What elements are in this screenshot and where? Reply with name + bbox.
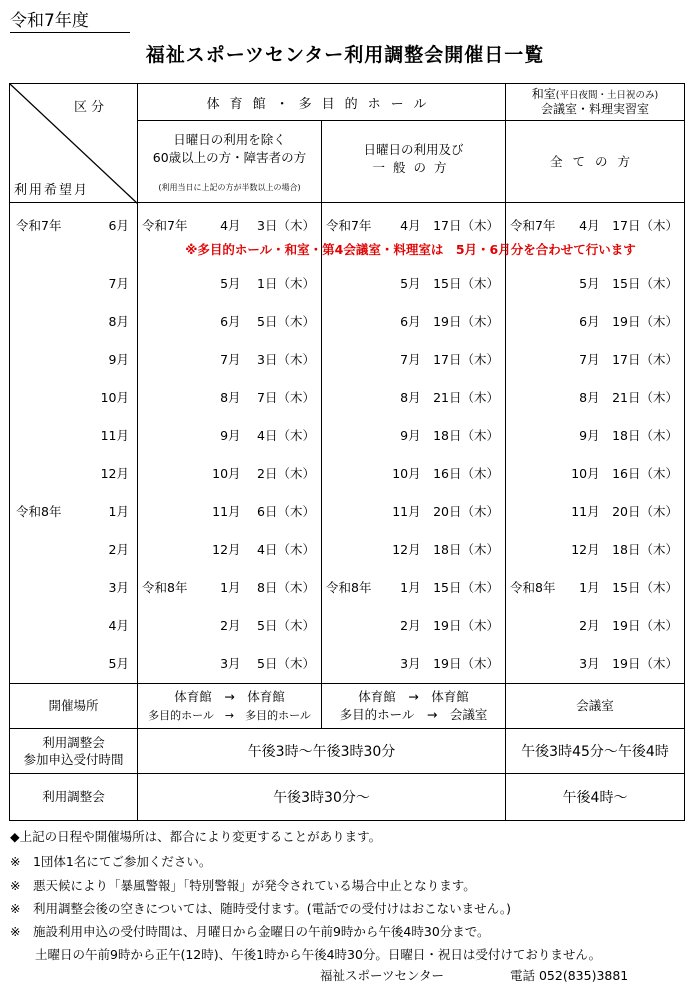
category-label: 区分 <box>74 100 109 115</box>
date-value: 7月 3日（木） <box>220 352 315 367</box>
row-year: 令和7年 <box>16 218 62 233</box>
date-cell <box>326 502 499 520</box>
date-cell <box>326 216 499 234</box>
date-value: 6月 5日（木） <box>220 314 315 329</box>
month-row <box>16 216 129 234</box>
date-cell <box>510 654 678 672</box>
date-cell <box>142 312 315 330</box>
date-value: 5月 15日（木） <box>400 276 499 291</box>
date-year: 令和7年 <box>510 218 556 233</box>
footer-note: ◆上記の日程や開催場所は、都合により変更することがあります。 <box>10 829 382 844</box>
date-value: 9月 18日（木） <box>579 428 678 443</box>
general-header: 日曜日の利用及び 一般の方 <box>322 121 506 203</box>
date-cell <box>326 350 499 368</box>
date-value: 11月 6日（木） <box>212 504 315 519</box>
date-value: 3月 19日（木） <box>400 656 499 671</box>
month-row <box>16 654 129 672</box>
gym-hall-header: 体育館・多目的ホール <box>138 84 506 121</box>
date-cell <box>142 388 315 406</box>
date-year: 令和7年 <box>142 218 188 233</box>
date-cell <box>510 312 678 330</box>
date-year: 令和7年 <box>326 218 372 233</box>
desired-month-label: 利用希望月 <box>14 183 90 198</box>
date-value: 3月 19日（木） <box>579 656 678 671</box>
footer-note: 土曜日の午前9時から正午(12時)、午後1時から午後4時30分。日曜日・祝日は受付けておりません。 <box>10 947 602 962</box>
month-row <box>16 540 129 558</box>
phone-number: 電話 052(835)3881 <box>510 968 629 983</box>
date-cell <box>142 654 315 672</box>
row-month: 7月 <box>108 276 129 291</box>
reception-time-label: 利用調整会 参加申込受付時間 <box>10 729 138 774</box>
month-row <box>16 616 129 634</box>
date-year: 令和8年 <box>142 580 188 595</box>
date-value: 5月 15日（木） <box>579 276 678 291</box>
row-month: 1月 <box>108 504 129 519</box>
date-cell <box>142 502 315 520</box>
date-cell <box>510 350 678 368</box>
date-cell <box>510 616 678 634</box>
date-value: 9月 18日（木） <box>400 428 499 443</box>
row-year: 令和8年 <box>16 504 62 519</box>
meeting-time-label: 利用調整会 <box>10 774 138 821</box>
everyone-dates-column <box>506 203 685 684</box>
date-value: 8月 7日（木） <box>220 390 315 405</box>
date-value: 6月 19日（木） <box>400 314 499 329</box>
date-cell <box>510 274 678 292</box>
date-cell <box>510 464 678 482</box>
month-row <box>16 312 129 330</box>
row-month: 11月 <box>100 428 129 443</box>
date-value: 3月 5日（木） <box>220 656 315 671</box>
seniors-dates-column <box>138 203 322 684</box>
month-row <box>16 502 129 520</box>
date-value: 5月 1日（木） <box>220 276 315 291</box>
date-cell <box>510 502 678 520</box>
date-value: 8月 21日（木） <box>579 390 678 405</box>
date-cell <box>142 616 315 634</box>
date-value: 12月 4日（木） <box>212 542 315 557</box>
date-cell <box>510 216 678 234</box>
venue-everyone: 会議室 <box>506 684 685 729</box>
month-row <box>16 426 129 444</box>
venue-label: 開催場所 <box>10 684 138 729</box>
date-value: 4月 17日（木） <box>400 218 499 233</box>
row-month: 6月 <box>108 218 129 233</box>
red-notice: ※多目的ホール・和室・第4会議室・料理室は 5月・6月分を合わせて行います <box>185 241 636 257</box>
date-value: 2月 19日（木） <box>400 618 499 633</box>
footer-note: ※ 利用調整会後の空きについては、随時受付ます。(電話での受付けはおこないません。) <box>10 901 511 916</box>
date-year: 令和8年 <box>510 580 556 595</box>
month-row <box>16 464 129 482</box>
date-value: 10月 16日（木） <box>392 466 499 481</box>
date-value: 1月 15日（木） <box>579 580 678 595</box>
fiscal-year-label: 令和7年度 <box>10 6 130 33</box>
date-cell <box>326 578 499 596</box>
row-month: 12月 <box>100 466 129 481</box>
rooms-header: 和室(平日夜間・土日祝のみ) 会議室・料理実習室 <box>506 84 685 121</box>
date-cell <box>326 616 499 634</box>
general-dates-column <box>322 203 506 684</box>
row-month: 9月 <box>108 352 129 367</box>
date-cell <box>142 216 315 234</box>
date-value: 6月 19日（木） <box>579 314 678 329</box>
seniors-disabled-header: 日曜日の利用を除く 60歳以上の方・障害者の方 (利用当日に上記の方が半数以上の場合) <box>138 121 322 203</box>
reception-time-gym: 午後3時～午後3時30分 <box>138 729 506 774</box>
date-cell <box>326 426 499 444</box>
date-cell <box>326 274 499 292</box>
date-value: 7月 17日（木） <box>400 352 499 367</box>
date-value: 1月 15日（木） <box>400 580 499 595</box>
date-cell <box>142 350 315 368</box>
date-cell <box>326 312 499 330</box>
row-month: 3月 <box>108 580 129 595</box>
date-value: 4月 3日（木） <box>220 218 315 233</box>
date-cell <box>326 540 499 558</box>
venue-seniors: 体育館 → 体育館 多目的ホール → 多目的ホール <box>138 684 322 729</box>
month-column <box>10 203 138 684</box>
row-month: 5月 <box>108 656 129 671</box>
date-cell <box>142 426 315 444</box>
date-cell <box>142 274 315 292</box>
row-month: 8月 <box>108 314 129 329</box>
date-cell <box>142 464 315 482</box>
date-year: 令和8年 <box>326 580 372 595</box>
date-cell <box>142 578 315 596</box>
date-cell <box>326 388 499 406</box>
date-value: 11月 20日（木） <box>571 504 678 519</box>
date-value: 10月 2日（木） <box>212 466 315 481</box>
everyone-header: 全ての方 <box>506 121 685 203</box>
organization-name: 福祉スポーツセンター <box>320 968 445 983</box>
meeting-time-rooms: 午後4時～ <box>506 774 685 821</box>
schedule-table <box>9 83 685 821</box>
meeting-time-gym: 午後3時30分～ <box>138 774 506 821</box>
date-value: 2月 19日（木） <box>579 618 678 633</box>
date-value: 7月 17日（木） <box>579 352 678 367</box>
date-cell <box>510 388 678 406</box>
footer-note: ※ 1団体1名にてご参加ください。 <box>10 854 212 869</box>
page-title: 福祉スポーツセンター利用調整会開催日一覧 <box>145 44 545 66</box>
date-cell <box>510 540 678 558</box>
date-cell <box>326 654 499 672</box>
footer-note: ※ 施設利用申込の受付時間は、月曜日から金曜日の午前9時から午後4時30分まで。 <box>10 924 490 939</box>
date-cell <box>510 578 678 596</box>
month-row <box>16 274 129 292</box>
month-row <box>16 388 129 406</box>
date-value: 10月 16日（木） <box>571 466 678 481</box>
footer-note: ※ 悪天候により「暴風警報」「特別警報」が発令されている場合中止となります。 <box>10 878 476 893</box>
date-value: 12月 18日（木） <box>571 542 678 557</box>
reception-time-rooms: 午後3時45分～午後4時 <box>506 729 685 774</box>
date-value: 4月 17日（木） <box>579 218 678 233</box>
date-value: 2月 5日（木） <box>220 618 315 633</box>
venue-general: 体育館 → 体育館 多目的ホール → 会議室 <box>322 684 506 729</box>
row-month: 2月 <box>108 542 129 557</box>
row-month: 10月 <box>100 390 129 405</box>
table-corner-header <box>10 84 138 203</box>
date-value: 9月 4日（木） <box>220 428 315 443</box>
date-cell <box>510 426 678 444</box>
row-month: 4月 <box>108 618 129 633</box>
date-value: 1月 8日（木） <box>220 580 315 595</box>
date-value: 8月 21日（木） <box>400 390 499 405</box>
month-row <box>16 578 129 596</box>
date-value: 12月 18日（木） <box>392 542 499 557</box>
month-row <box>16 350 129 368</box>
date-value: 11月 20日（木） <box>392 504 499 519</box>
date-cell <box>326 464 499 482</box>
date-cell <box>142 540 315 558</box>
